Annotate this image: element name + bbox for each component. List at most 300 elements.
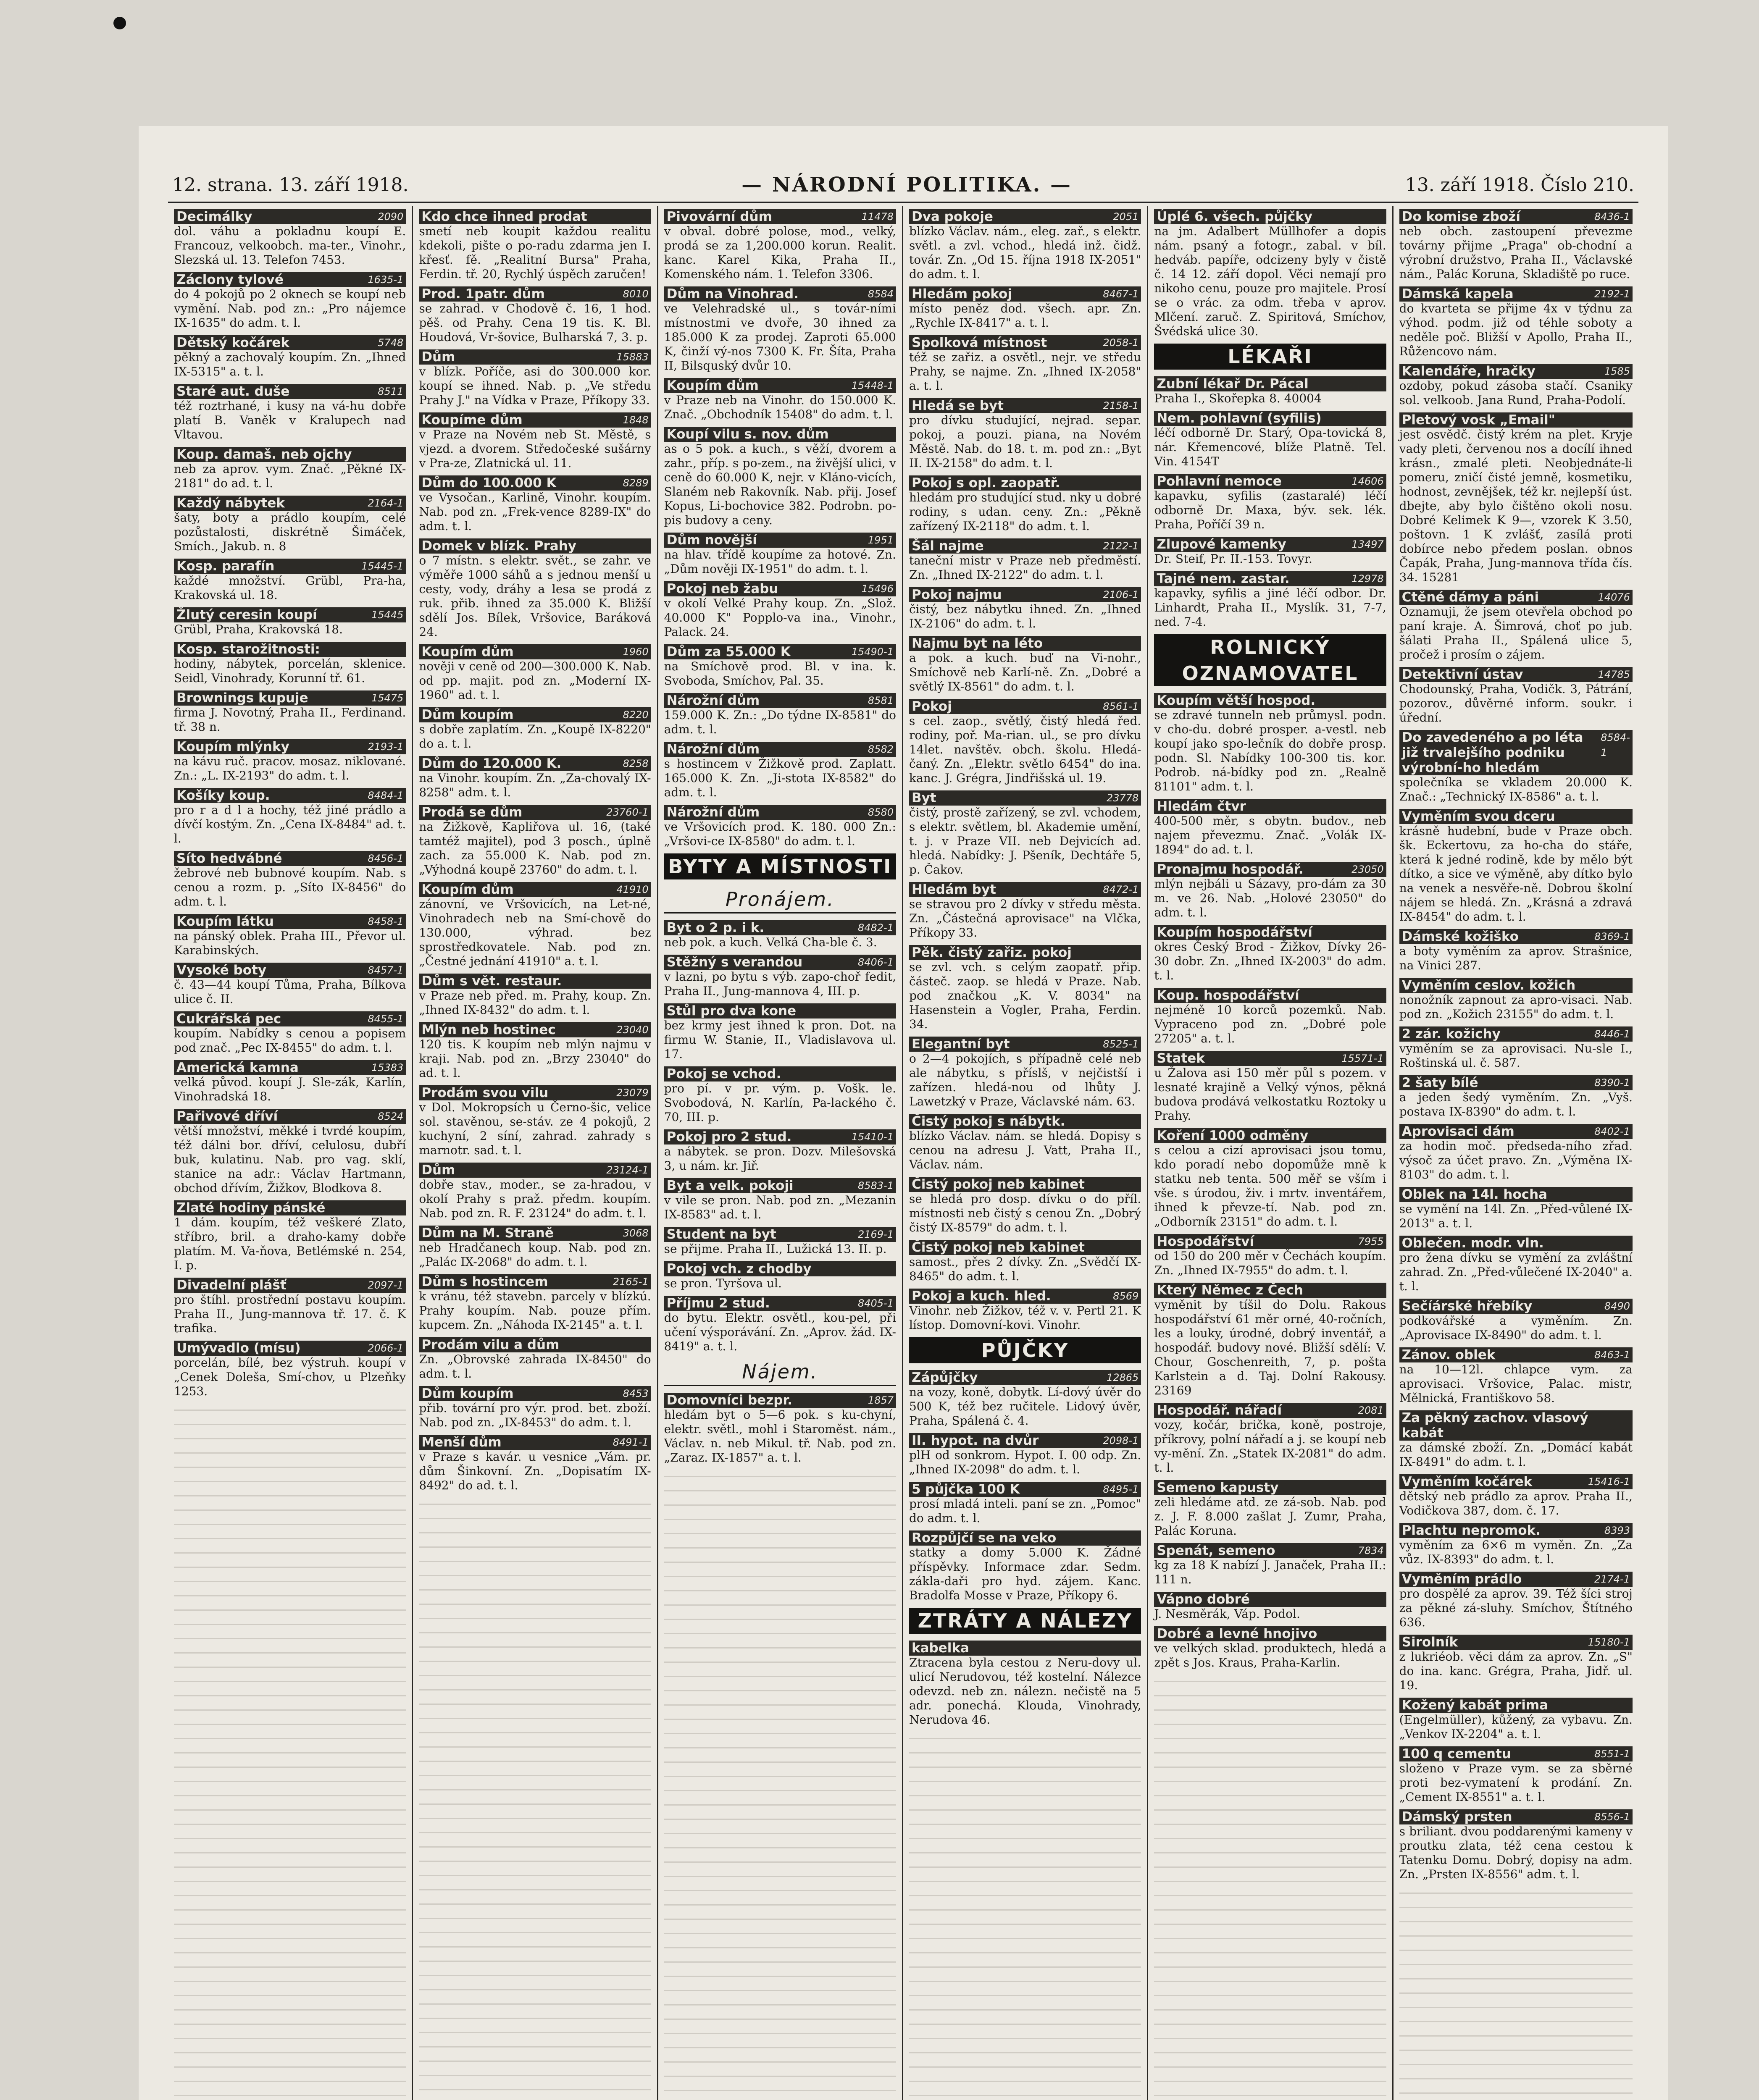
ad-body: do bytu. Elektr. osvětl., kou-pel, při učení výsporávání. Zn. „Aprov. žád. IX-8419" a. t. l. xyxy=(664,1311,896,1353)
ad-heading-text: Kalendáře, hračky xyxy=(1401,364,1536,379)
ad-heading-text: Nem. pohlavní (syfilis) xyxy=(1157,411,1322,426)
classified-ad xyxy=(909,1530,1141,1603)
ad-heading xyxy=(419,1163,651,1178)
ad-heading xyxy=(909,209,1141,224)
ad-heading xyxy=(1399,286,1633,302)
ad-code: 15445-1 xyxy=(361,560,404,572)
ad-heading-text: Čistý pokoj s nábytk. xyxy=(911,1114,1065,1129)
ad-heading-text: Žlutý ceresin koupí xyxy=(176,607,317,622)
ad-body: neb Hradčanech koup. Nab. pod zn. „Palác IX-2068" do adm. t. l. xyxy=(419,1241,651,1269)
ad-heading xyxy=(664,581,896,596)
ad-heading xyxy=(1154,925,1386,940)
ad-code: 23040 xyxy=(616,1024,649,1036)
dense-text-continuation xyxy=(664,1470,896,2100)
classified-ad xyxy=(1399,1698,1633,1741)
ad-body: na Vinohr. koupím. Zn. „Za-chovalý IX-8258" adm. t. l. xyxy=(419,771,651,799)
ad-heading-text: 2 šaty bílé xyxy=(1401,1075,1478,1090)
ad-body: se přijme. Praha II., Lužická 13. II. p. xyxy=(664,1242,887,1256)
ad-body: pro r a d l a hochy, též jiné prádlo a dívčí kostým. Zn. „Cena IX-8484" ad. t. l. xyxy=(174,803,406,845)
ad-body: z lukriéob. věci dám za aprov. Zn. „S" do ina. kanc. Grégra, Praha, Jidř. ul. 19. xyxy=(1399,1650,1633,1692)
ad-heading xyxy=(1399,1523,1633,1538)
ad-heading xyxy=(174,1011,406,1026)
ad-heading-text: Menší dům xyxy=(421,1435,502,1450)
classified-ad xyxy=(664,1296,896,1354)
ad-heading-text: Prodám vilu a dům xyxy=(421,1337,560,1352)
ad-heading xyxy=(1154,1234,1386,1249)
classified-ad xyxy=(419,1435,651,1493)
ad-body: 120 tis. K koupím neb mlýn najmu v kraji. Nab. pod zn. „Brzy 23040" do ad. t. l. xyxy=(419,1037,651,1080)
ad-heading xyxy=(419,805,651,820)
classified-ad xyxy=(1399,809,1633,924)
ad-code: 15571-1 xyxy=(1341,1053,1384,1064)
ad-code: 1635-1 xyxy=(368,274,404,286)
ad-heading-text: Vysoké boty xyxy=(176,963,267,978)
ad-code: 8453 xyxy=(623,1388,649,1399)
ad-body: 400-500 měr, s obytn. budov., neb najem převezmu. Znač. „Volák IX-1894" do ad. t. l. xyxy=(1154,814,1386,856)
section-banner: PŮJČKY xyxy=(909,1337,1141,1363)
ad-heading xyxy=(419,1274,651,1289)
ad-heading-text: Vyměním ceslov. kožich xyxy=(1401,978,1576,993)
ad-code: 2174-1 xyxy=(1594,1573,1630,1585)
ad-code: 8258 xyxy=(623,758,649,769)
ad-heading-text: Nárožní dům xyxy=(666,693,760,708)
ad-heading-text: Pokoj a kuch. hled. xyxy=(911,1289,1051,1304)
ad-code: 8463-1 xyxy=(1594,1349,1630,1361)
ad-body: do 4 pokojů po 2 oknech se koupí neb vymění. Nab. pod zn.: „Pro nájemce IX-1635" do adm. t. l. xyxy=(174,287,406,330)
ad-heading xyxy=(174,559,406,574)
classified-ad xyxy=(419,209,651,281)
ad-heading xyxy=(174,788,406,803)
ad-heading xyxy=(419,882,651,897)
ad-code: 15883 xyxy=(616,351,649,363)
ad-heading-text: Vyměním prádlo xyxy=(1401,1572,1522,1587)
ad-heading xyxy=(419,475,651,491)
ad-code: 2164-1 xyxy=(368,497,404,509)
ad-heading xyxy=(909,945,1141,960)
ad-heading-text: Dům xyxy=(421,349,455,365)
classified-ad xyxy=(664,920,896,950)
ad-body: zeli hledáme atd. ze zá-sob. Nab. pod z. J. F. 8.000 zašlat J. Zumr, Praha, Palác Koruna. xyxy=(1154,1495,1386,1538)
ad-code: 8457-1 xyxy=(368,964,404,976)
ad-heading xyxy=(664,1227,896,1242)
ad-heading xyxy=(1399,667,1633,682)
classified-ad xyxy=(1154,1480,1386,1538)
classified-ad xyxy=(1154,1051,1386,1123)
classified-ad xyxy=(1399,1572,1633,1630)
ad-heading xyxy=(1154,474,1386,489)
binding-hole xyxy=(113,17,126,29)
classified-ad xyxy=(909,1641,1141,1727)
ad-heading xyxy=(174,1341,406,1356)
ad-body: kapavky, syfilis a jiné léčí odbor. Dr. Linhardt, Praha II., Myslík. 31, 7-7, ned. 7-4. xyxy=(1154,586,1386,629)
ad-body: na jm. Adalbert Müllhofer a dopis nám. psaný a fotogr., zabal. v bíl. hedváb. papíře, odcizeny byly v čistě č. 14 12. září dopol. Věci nemají pro nikoho cenu, pouze pro majitele. Prosí se o vrác. za odm. třeba v aprov. Mlčení. zaruč. Z. Spiritová, Smíchov, Švédská ulice 30. xyxy=(1154,224,1386,338)
classified-ad xyxy=(1399,1347,1633,1405)
ad-body: Dr. Steif, Pr. II.-153. Tovyr. xyxy=(1154,552,1312,566)
classified-ad xyxy=(664,1393,896,1465)
ad-heading xyxy=(1154,1592,1386,1607)
ad-heading-text: Dům do 100.000 K xyxy=(421,475,557,491)
ad-body: statky a domy 5.000 K. Žádné příspěvky. Informace zdar. Sedm. zákla-daři pro hyd. zájem. Kanc. Bradolfa Mosse v Praze, Příkopy 6. xyxy=(909,1546,1141,1602)
ad-code: 1848 xyxy=(623,414,649,426)
classified-ad xyxy=(664,286,896,373)
ad-heading xyxy=(664,1129,896,1144)
ad-body: Ztracena byla cestou z Neru-dovy ul. ulicí Nerudovou, též kostelní. Nálezce odevzd. neb zn. nálezn. nečistě na 5 adr. ponechá. Klouda, Vinohrady, Nerudova 46. xyxy=(909,1656,1141,1727)
ad-heading xyxy=(909,1037,1141,1052)
ad-heading xyxy=(419,286,651,302)
ad-body: přib. tovární pro výr. prod. bet. zboží. Nab. pod zn. „IX-8453" do adm. t. l. xyxy=(419,1401,651,1429)
classified-ad xyxy=(174,1109,406,1195)
ad-heading-text: Dům koupím xyxy=(421,1386,514,1401)
classified-ad xyxy=(1154,209,1386,339)
ad-body: neb pok. a kuch. Velká Cha-ble č. 3. xyxy=(664,935,877,949)
ad-heading-text: Brownings kupuje xyxy=(176,690,308,706)
classified-ad xyxy=(909,636,1141,694)
ad-heading xyxy=(909,1240,1141,1255)
ad-body: v blízk. Poříče, asi do 300.000 kor. koupí se ihned. Nab. p. „Ve středu Prahy J." na Vídka v Praze, Příkopy 33. xyxy=(419,365,651,407)
ad-heading xyxy=(1399,1124,1633,1139)
ad-heading xyxy=(1399,1635,1633,1650)
ad-heading-text: Dva pokoje xyxy=(911,209,993,224)
ad-heading xyxy=(909,286,1141,302)
ad-heading-text: Zápůjčky xyxy=(911,1370,978,1385)
ad-heading xyxy=(909,398,1141,413)
classified-ad xyxy=(909,587,1141,631)
ad-body: s briliant. dvou poddarenými kameny v proutku zlata, též cena cestou k Tatenku Domu. Dobrý, dopisy na adm. Zn. „Prsten IX-8556" adm. t. l. xyxy=(1399,1824,1633,1881)
ad-heading-text: Student na byt xyxy=(666,1227,776,1242)
ad-heading xyxy=(1154,209,1386,224)
ad-code: 8289 xyxy=(623,477,649,489)
ad-heading-text: Byt a velk. pokoji xyxy=(666,1178,794,1193)
ad-body: se hledá pro dosp. dívku o do příl. místnosti neb čistý s cenou Zn. „Dobrý čistý IX-8579" do adm. t. l. xyxy=(909,1192,1141,1234)
ad-heading xyxy=(174,851,406,866)
ad-heading xyxy=(909,1530,1141,1546)
page-date-left: 12. strana. 13. září 1918. xyxy=(172,174,409,196)
ad-heading xyxy=(174,642,406,657)
classified-ad xyxy=(1154,537,1386,566)
ad-heading-text: Do zavedeného a po léta již trvalejšího podniku výrobní-ho hledám xyxy=(1401,730,1583,775)
ad-body: na kávu ruč. pracov. mosaz. niklované. Zn.: „L. IX-2193" do adm. t. l. xyxy=(174,754,406,782)
ad-body: a jeden šedý vyměním. Zn. „Vyš. postava IX-8390" do adm. t. l. xyxy=(1399,1090,1633,1118)
classified-ad xyxy=(1399,978,1633,1021)
ad-heading xyxy=(664,955,896,970)
ad-heading-text: Příjmu 2 stud. xyxy=(666,1296,770,1311)
classified-ad xyxy=(419,349,651,407)
ad-code: 23760-1 xyxy=(606,806,649,818)
ad-heading xyxy=(419,349,651,365)
classified-ad xyxy=(664,742,896,800)
ad-heading-text: Do komise zboží xyxy=(1401,209,1520,224)
ad-body: s dobře zaplatím. Zn. „Koupě IX-8220" do a. t. l. xyxy=(419,722,651,751)
ad-heading xyxy=(1399,1572,1633,1587)
ad-body: Praha I., Skořepka 8. 40004 xyxy=(1154,391,1322,405)
ad-heading xyxy=(909,1114,1141,1129)
classified-ad xyxy=(909,209,1141,281)
ad-heading-text: Dámská kapela xyxy=(1401,286,1514,302)
ad-heading xyxy=(174,914,406,929)
ad-heading xyxy=(174,335,406,350)
ad-heading xyxy=(664,209,896,224)
issue-number: 13. září 1918. Číslo 210. xyxy=(1405,174,1634,196)
ad-code: 2090 xyxy=(378,211,404,223)
column-3 xyxy=(658,206,903,2100)
ad-body: mlýn nejbáli u Sázavy, pro-dám za 30 m. ve 26. Nab. „Holové 23050" do adm. t. l. xyxy=(1154,877,1386,919)
classified-ad xyxy=(664,805,896,848)
ad-body: blízko Václav. nám. se hledá. Dopisy s cenou na adresu J. Vatt, Praha II., Václav. nám. xyxy=(909,1129,1141,1171)
ad-heading-text: Pohlavní nemoce xyxy=(1157,474,1282,489)
ad-heading-text: Detektivní ústav xyxy=(1401,667,1523,682)
ad-heading-text: Dobré a levné hnojivo xyxy=(1157,1626,1317,1641)
ad-heading xyxy=(664,1296,896,1311)
ad-heading-text: Koupím mlýnky xyxy=(176,739,289,754)
classified-ad xyxy=(909,1370,1141,1428)
ad-body: s cel. zaop., světlý, čistý hledá řed. rodiny, poř. Ma-rian. ul., se pro dívku 14let. navštěv. obch. školu. Hledá-čaný. Zn. „Elektr. světlo 6454" do ina. kanc. J. Grégra, Jindřišská ul. 19. xyxy=(909,714,1141,785)
ad-body: se vymění na 14l. Zn. „Před-vůlené IX-2013" a. t. l. xyxy=(1399,1202,1633,1230)
ad-heading-text: Dům do 120.000 K. xyxy=(421,756,562,771)
ad-body: též se zařiz. a osvětl., nejr. ve středu Prahy, se najme. Zn. „Ihned IX-2058" a. t. l. xyxy=(909,350,1141,393)
ad-heading-text: kabelka xyxy=(911,1641,969,1656)
ad-code: 8524 xyxy=(378,1110,404,1122)
ad-heading-text: Hledá se byt xyxy=(911,398,1004,413)
ad-body: hledám pro studující stud. nky u dobré rodiny, s udan. ceny. Zn.: „Pěkně zařízený IX-2118" do adm. t. l. xyxy=(909,491,1141,533)
ad-heading xyxy=(174,272,406,287)
ad-code: 8472-1 xyxy=(1103,884,1139,895)
ad-heading-text: Koupím dům xyxy=(421,882,514,897)
ad-heading xyxy=(664,742,896,757)
ad-heading xyxy=(174,963,406,978)
ad-heading-text: Pokoj xyxy=(911,699,952,714)
classified-ad xyxy=(1399,412,1633,585)
ad-heading xyxy=(1399,412,1633,428)
ad-code: 8436-1 xyxy=(1594,211,1630,223)
classified-ad xyxy=(1154,474,1386,532)
section-banner: Nájem. xyxy=(664,1359,896,1386)
ad-heading xyxy=(419,1386,651,1401)
classified-ad xyxy=(1399,1236,1633,1294)
ad-code: 8584-1 xyxy=(1601,732,1630,759)
classified-ad xyxy=(664,693,896,737)
ad-body: Vinohr. neb Žižkov, též v. v. Pertl 21. K lístop. Domovní-kovi. Vinohr. xyxy=(909,1304,1141,1332)
classified-ad xyxy=(1399,1187,1633,1231)
ad-code: 2122-1 xyxy=(1103,540,1139,552)
ad-heading xyxy=(419,974,651,989)
ad-body: dol. váhu a pokladnu koupí E. Francouz, velkoobch. ma-ter., Vinohr., Slezská ul. 13. Telefon 7453. xyxy=(174,224,406,267)
ad-heading xyxy=(1154,1626,1386,1641)
ad-heading-text: Vyměním svou dceru xyxy=(1401,809,1555,824)
classified-ad xyxy=(174,1011,406,1055)
classified-ad xyxy=(664,581,896,639)
ad-body: na pánský oblek. Praha III., Převor ul. Karabinských. xyxy=(174,929,406,957)
ad-body: nejméně 10 korců pozemků. Nab. Vypraceno pod zn. „Dobré pole 27205" a. t. l. xyxy=(1154,1003,1386,1045)
ad-code: 15445 xyxy=(371,609,404,621)
ad-heading-text: Vápno dobré xyxy=(1157,1592,1250,1607)
ad-heading-text: Dům za 55.000 K xyxy=(666,644,791,659)
ad-body: od 150 do 200 měr v Čechách koupím. Zn. „Ihned IX-7955" do adm. t. l. xyxy=(1154,1249,1386,1277)
ad-code: 8446-1 xyxy=(1594,1028,1630,1040)
classified-ad xyxy=(1154,693,1386,794)
ad-body: neb obch. zastoupení převezme továrny přijme „Praga" ob-chodní a výrobní družstvo, Praha II., Václavské nám., Palác Koruna, Skladiště po ruce. xyxy=(1399,224,1633,281)
ad-body: na Žižkově, Kapliřova ul. 16, (také tamtéž majitel), pod 3 posch., úplně zach. za 55.000 K. Nab. pod zn. „Výhodná koupě 23760" do adm. t. l. xyxy=(419,820,651,877)
ad-heading-text: Zánov. oblek xyxy=(1401,1347,1496,1362)
ad-heading-text: Zubní lékař Dr. Pácal xyxy=(1157,376,1309,391)
ad-heading xyxy=(909,587,1141,602)
ad-body: čistý, prostě zařízený, se zvl. vchodem, s elektr. světlem, bl. Akademie umění, t. j. v Praze VII. neb Dejvicích ad. hledá. Nabídky: J. Pšeník, Dechtáře 5, p. Čakov. xyxy=(909,806,1141,877)
classified-ad xyxy=(1399,1410,1633,1469)
classified-ad xyxy=(1154,571,1386,629)
ad-heading xyxy=(1399,1410,1633,1441)
ad-heading xyxy=(1154,571,1386,586)
ad-heading xyxy=(664,378,896,393)
classified-ad xyxy=(909,790,1141,877)
classified-ad xyxy=(1399,1809,1633,1882)
ad-body: smetí neb koupit každou realitu kdekoli, pište o po-radu zdarma jen I. křesť. fě. „Realitní Bursa" Praha, Ferdin. tř. 20, Rychlý úspěch zaručen! xyxy=(419,224,651,281)
ad-body: na Smíchově prod. Bl. v ina. k. Svoboda, Smíchov, Pal. 35. xyxy=(664,659,896,688)
ad-heading-text: Koupím dům xyxy=(666,378,759,393)
classified-ad xyxy=(664,1261,896,1291)
ad-code: 2066-1 xyxy=(368,1342,404,1354)
classified-ad xyxy=(1154,1283,1386,1398)
ad-body: žebrové neb bubnové koupím. Nab. s cenou a rozm. p. „Síto IX-8456" do adm. t. l. xyxy=(174,866,406,908)
ad-body: Oznamuji, že jsem otevřela obchod po paní kraje. A. Šimrová, choť po jub. šálati Praha II., Spálená ulice 5, pročež i prosím o zájem. xyxy=(1399,605,1633,662)
ad-code: 8369-1 xyxy=(1594,931,1630,942)
classified-ad xyxy=(1399,1026,1633,1070)
ad-heading xyxy=(174,384,406,399)
ad-body: č. 43—44 koupí Tůma, Praha, Bílkova ulice č. II. xyxy=(174,978,406,1006)
ad-code: 15383 xyxy=(371,1062,404,1074)
classified-ad xyxy=(1399,929,1633,973)
classified-ad xyxy=(419,1085,651,1158)
ad-body: 1 dám. koupím, též veškeré Zlato, stříbro, bril. a draho-kamy dobře platím. M. Va-ňova, Betlémské n. 254, I. p. xyxy=(174,1215,406,1272)
classified-ad xyxy=(909,1114,1141,1172)
ad-code: 15475 xyxy=(371,692,404,704)
column-6 xyxy=(1394,206,1638,2100)
ad-heading-text: Spolková místnost xyxy=(911,335,1047,350)
classified-ad xyxy=(419,805,651,877)
ad-heading-text: Koupím látku xyxy=(176,914,274,929)
ad-code: 1960 xyxy=(623,646,649,658)
ad-heading-text: Pivovární dům xyxy=(666,209,772,224)
ad-heading-text: Dům na Vinohrad. xyxy=(666,286,799,302)
ad-heading-text: Statek xyxy=(1157,1051,1205,1066)
ad-body: místo peněz dod. všech. apr. Zn. „Rychle IX-8417" a. t. l. xyxy=(909,302,1141,330)
classified-ad xyxy=(174,384,406,442)
ad-body: as o 5 pok. a kuch., s věží, dvorem a zahr., příp. s po-zem., na živější ulici, v ceně do 60.000 K, nejr. v Kláno-vicích, Slaném neb Rakovník. Nab. přij. Josef Kopus, Li-bochovice 382. Podrobn. po-pis budovy a ceny. xyxy=(664,442,896,527)
ad-heading-text: Čistý pokoj neb kabinet xyxy=(911,1240,1085,1255)
classified-ad xyxy=(664,209,896,281)
ad-body: v vile se pron. Nab. pod zn. „Mezanin IX-8583" ad. t. l. xyxy=(664,1193,896,1221)
ad-heading xyxy=(1399,1809,1633,1824)
classified-ad xyxy=(1399,1635,1633,1693)
ad-code: 11478 xyxy=(861,211,894,223)
classified-ad xyxy=(1399,209,1633,281)
ad-code: 8393 xyxy=(1604,1525,1630,1536)
classified-ad xyxy=(909,699,1141,785)
ad-body: (Engelmüller), kůžený, za vybavu. Zn. „Venkov IX-2204" a. t. l. xyxy=(1399,1713,1633,1741)
ad-code: 2193-1 xyxy=(368,741,404,753)
ad-heading-text: Dům na M. Straně xyxy=(421,1226,554,1241)
ad-code: 15496 xyxy=(861,583,894,595)
ad-heading xyxy=(664,1261,896,1276)
ad-heading-text: Dům novější xyxy=(666,533,757,548)
ad-heading xyxy=(174,496,406,511)
ad-heading-text: Byt o 2 p. i k. xyxy=(666,920,765,935)
ad-body: se zahrad. v Chodově č. 16, 1 hod. pěš. od Prahy. Cena 19 tis. K. Bl. Houdová, Vr-šovice, Bulharská 7, 3. p. xyxy=(419,302,651,344)
section-banner: ROLNICKÝ OZNAMOVATEL xyxy=(1154,634,1386,686)
ad-code: 8582 xyxy=(868,743,894,755)
classified-ad xyxy=(174,559,406,602)
ad-code: 8491-1 xyxy=(613,1436,649,1448)
ad-body: kg za 18 K nabízí J. Janaček, Praha II.: 111 n. xyxy=(1154,1558,1386,1586)
ad-body: čistý, bez nábytku ihned. Zn. „Ihned IX-2106" do adm. t. l. xyxy=(909,602,1141,630)
classified-ad xyxy=(1399,364,1633,407)
ad-body: složeno v Praze vym. se za sběrné proti bez-vymatení k prodání. Zn. „Cement IX-8551" a. t. l. xyxy=(1399,1761,1633,1804)
ad-heading-text: Dům xyxy=(421,1163,455,1178)
ad-heading xyxy=(419,1022,651,1037)
ad-body: v Dol. Mokropsích u Černo-šic, velice sol. stavěnou, se-stáv. ze 4 pokojů, 2 kuchyní, 2 síní, zahrad. zahrady s marnotr. sad. t. l. xyxy=(419,1100,651,1157)
ad-body: ve Vysočan., Karlině, Vinohr. koupím. Nab. pod zn. „Frek-vence 8289-IX" do adm. t. l. xyxy=(419,491,651,533)
classified-ad xyxy=(419,1274,651,1332)
section-banner: ZTRÁTY A NÁLEZY xyxy=(909,1608,1141,1634)
ad-heading-text: Americká kamna xyxy=(176,1060,299,1075)
classified-ad xyxy=(909,538,1141,582)
ad-heading-text: Pokoj najmu xyxy=(911,587,1002,602)
ad-body: vozy, kočár, brička, koně, postroje, příkrovy, polní nářadí a j. se koupí neb vy-mění. Zn. „Statek IX-2081" do adm. t. l. xyxy=(1154,1418,1386,1475)
classified-columns xyxy=(168,206,1638,2100)
ad-code: 8010 xyxy=(623,288,649,300)
ad-body: Zn. „Obrovské zahrada IX-8450" do adm. t. l. xyxy=(419,1352,651,1381)
ad-heading-text: Prod. 1patr. dům xyxy=(421,286,545,302)
ad-heading xyxy=(664,1003,896,1018)
ad-code: 1951 xyxy=(868,534,894,546)
ad-body: a boty vyměním za aprov. Strašnice, na Vinici 287. xyxy=(1399,944,1633,972)
ad-body: taneční mistr v Praze neb předměstí. Zn. „Ihned IX-2122" do adm. t. l. xyxy=(909,554,1141,582)
classified-ad xyxy=(1154,988,1386,1046)
ad-body: zánovní, ve Vršovicích, na Let-né, Vinohradech neb na Smí-chově do 130.000, výhrad. bez sprostředkovatele. Nab. pod zn. „Čestné jednání 41910" a. t. l. xyxy=(419,897,651,968)
column-2 xyxy=(413,206,658,2100)
ad-heading-text: Pěk. čistý zařiz. pokoj xyxy=(911,945,1072,960)
classified-ad xyxy=(174,739,406,783)
classified-ad xyxy=(419,1163,651,1221)
ad-heading-text: Pletový vosk „Email" xyxy=(1401,412,1555,428)
ad-heading-text: Decimálky xyxy=(176,209,252,224)
ad-heading-text: Tajné nem. zastar. xyxy=(1157,571,1290,586)
classified-ad xyxy=(419,475,651,533)
ad-code: 2081 xyxy=(1358,1404,1384,1416)
ad-body: nonožník zapnout za apro-visaci. Nab. pod zn. „Kožich 23155" do adm. t. l. xyxy=(1399,993,1633,1021)
ad-heading-text: Zlupové kamenky xyxy=(1157,537,1286,552)
ad-body: větší množství, měkké i tvrdé koupím, též dálni bor. dříví, celulosu, dubří buk, kulatinu. Nab. pro vag. sklí, stanice na adr.: Václav Hartmann, obchod dřívím, Žižkov, Blodkova 8. xyxy=(174,1124,406,1195)
ad-heading xyxy=(664,693,896,708)
ad-body: v obval. dobré polose, mod., velký, prodá se za 1,200.000 korun. Realit. kanc. Karel Kika, Praha II., Komenského nám. 1. Telefon 3306. xyxy=(664,224,896,281)
ad-body: každé množství. Grübl, Pra-ha, Krakovská ul. 18. xyxy=(174,574,406,602)
ad-heading-text: Umývadlo (mísu) xyxy=(176,1341,301,1356)
ad-body: okres Český Brod - Žižkov, Dívky 26-30 dobr. Zn. „Ihned IX-2003" do adm. t. l. xyxy=(1154,940,1386,982)
classified-ad xyxy=(174,1060,406,1104)
ad-heading-text: Dům koupím xyxy=(421,707,514,722)
ad-heading-text: Dům s hostincem xyxy=(421,1274,548,1289)
ad-code: 7834 xyxy=(1358,1545,1384,1557)
ad-code: 8584 xyxy=(868,288,894,300)
ad-body: s celou a cizí aprovisaci jsou tomu, kdo poradí nebo dopomůže mně k statku neb tenta. 500 měř se vším i vše. s úrodou, živ. i mrtv. inventářem, ihned k převze-tí. Nab. pod zn. „Odborník 23151" do adm. t. l. xyxy=(1154,1143,1386,1228)
classified-ad xyxy=(174,209,406,267)
ad-body: pro žena dívku se vymění za zvláštní zahrad. Zn. „Před-vůlečené IX-2040" a. t. l. xyxy=(1399,1251,1633,1293)
ad-heading xyxy=(174,1060,406,1075)
dense-text-continuation xyxy=(909,1732,1141,2100)
ad-heading-text: Sečíárské hřebíky xyxy=(1401,1299,1533,1314)
ad-code: 15448-1 xyxy=(851,380,894,391)
ad-heading xyxy=(909,1433,1141,1448)
ad-heading-text: Spenát, semeno xyxy=(1157,1543,1275,1558)
classified-ad xyxy=(174,1200,406,1273)
